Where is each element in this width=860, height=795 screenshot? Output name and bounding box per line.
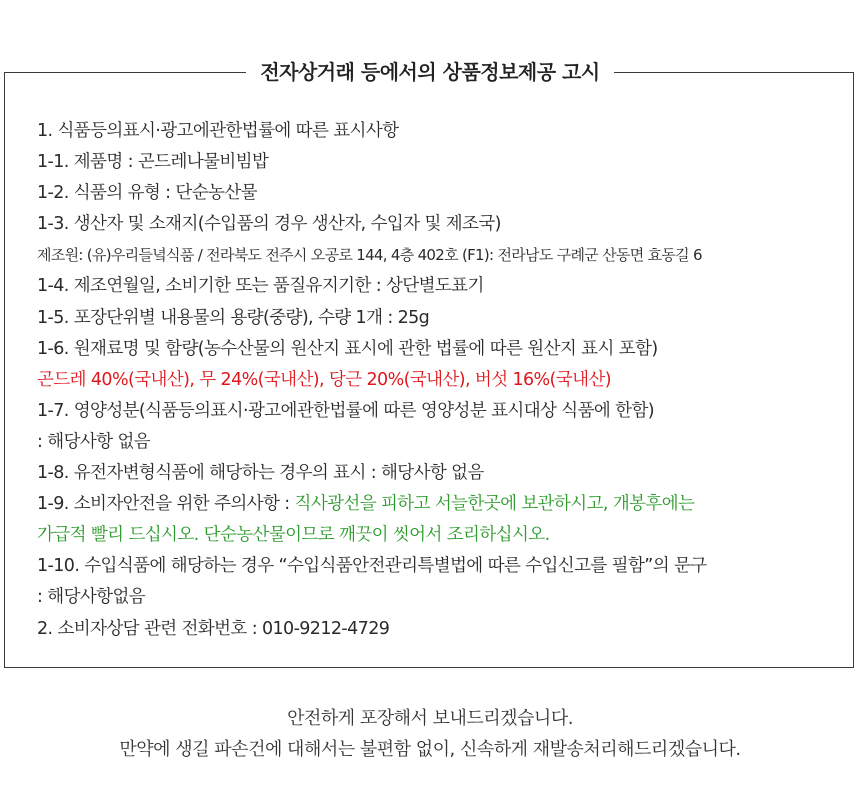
- line-nutrition-value: : 해당사항 없음: [37, 431, 151, 452]
- footer-message: [0, 703, 860, 765]
- line-import-value: : 해당사항없음: [37, 587, 146, 608]
- line-manufacturer-address: 제조원: (유)우리들녘식품 / 전라북도 전주시 오공로 144, 4층 402호 (F1): 전라남도 구례군 산동면 효동길 6: [37, 246, 702, 265]
- line-caution-continued: 가급적 빨리 드십시오. 단순농산물이므로 깨끗이 씻어서 조리하십시오.: [37, 525, 550, 546]
- line-nutrition-heading: 1-7. 영양성분(식품등의표시·광고에관한법률에 따른 영양성분 표시대상 식품에 한함): [37, 400, 655, 421]
- line-package-quantity: 1-5. 포장단위별 내용물의 용량(중량), 수량 1개 : 25g: [37, 307, 430, 328]
- caution-text: 직사광선을 피하고 서늘한곳에 보관하시고, 개봉후에는: [294, 494, 695, 515]
- notice-title: 전자상거래 등에서의 상품정보제공 고시: [246, 58, 613, 86]
- line-producer-heading: 1-3. 생산자 및 소재지(수입품의 경우 생산자, 수입자 및 제조국): [37, 214, 501, 235]
- line-ingredients-content: 곤드레 40%(국내산), 무 24%(국내산), 당근 20%(국내산), 버섯 16%(국내산): [37, 369, 611, 390]
- notice-lines: [37, 116, 852, 645]
- footer-line-damage-policy: 만약에 생길 파손건에 대해서는 불편함 없이, 신속하게 재발송처리해드리겠습니다.: [119, 739, 741, 760]
- caution-label: 1-9. 소비자안전을 위한 주의사항 :: [37, 494, 295, 515]
- line-product-name: 1-1. 제품명 : 곤드레나물비빔밥: [37, 152, 269, 173]
- line-gmo: 1-8. 유전자변형식품에 해당하는 경우의 표시 : 해당사항 없음: [37, 463, 484, 484]
- line-manufacture-date: 1-4. 제조연월일, 소비기한 또는 품질유지기한 : 상단별도표기: [37, 276, 484, 297]
- line-food-labeling: 1. 식품등의표시·광고에관한법률에 따른 표시사항: [37, 121, 399, 141]
- line-caution: [37, 489, 852, 520]
- line-ingredients-heading: 1-6. 원재료명 및 함량(농수산물의 원산지 표시에 관한 법률에 따른 원산지 표시 포함): [37, 338, 658, 359]
- line-import-heading: 1-10. 수입식품에 해당하는 경우 “수입식품안전관리특별법에 따른 수입신고를 필함”의 문구: [37, 556, 707, 577]
- footer-line-safe-packaging: 안전하게 포장해서 보내드리겠습니다.: [287, 708, 573, 729]
- line-food-type: 1-2. 식품의 유형 : 단순농산물: [37, 183, 257, 204]
- line-consumer-phone: 2. 소비자상담 관련 전화번호 : 010-9212-4729: [37, 618, 390, 639]
